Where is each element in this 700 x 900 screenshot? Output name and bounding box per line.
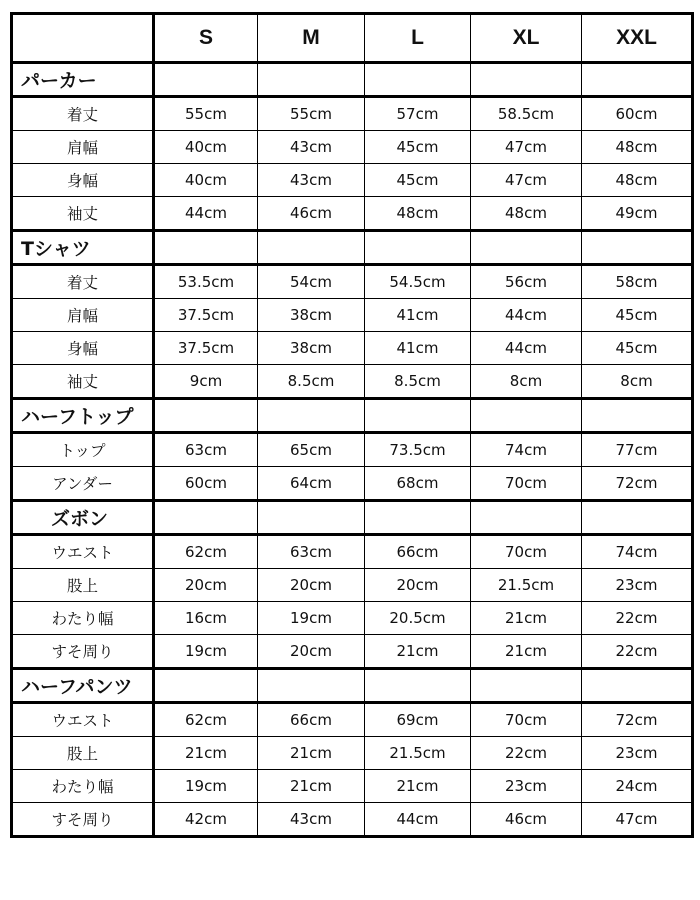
measurement-value: 21cm <box>258 770 365 803</box>
measurement-value: 23cm <box>471 770 582 803</box>
measurement-value: 22cm <box>582 602 693 635</box>
measurement-label: ウエスト <box>12 535 154 569</box>
measurement-row <box>12 703 693 737</box>
measurement-label: 肩幅 <box>12 299 154 332</box>
measurement-value: 48cm <box>582 131 693 164</box>
measurement-value: 19cm <box>154 635 258 669</box>
measurement-value: 55cm <box>258 97 365 131</box>
measurement-value: 16cm <box>154 602 258 635</box>
measurement-value: 24cm <box>582 770 693 803</box>
measurement-value: 58.5cm <box>471 97 582 131</box>
measurement-value: 58cm <box>582 265 693 299</box>
measurement-row <box>12 535 693 569</box>
size-header-m: M <box>258 14 365 63</box>
section-empty-cell <box>471 399 582 433</box>
measurement-value: 60cm <box>582 97 693 131</box>
header-corner-cell <box>12 14 154 63</box>
measurement-value: 70cm <box>471 467 582 501</box>
measurement-value: 19cm <box>154 770 258 803</box>
size-header-s: S <box>154 14 258 63</box>
section-empty-cell <box>154 231 258 265</box>
measurement-value: 21cm <box>258 737 365 770</box>
section-empty-cell <box>154 501 258 535</box>
measurement-value: 23cm <box>582 569 693 602</box>
measurement-value: 40cm <box>154 131 258 164</box>
section-empty-cell <box>365 399 471 433</box>
measurement-value: 56cm <box>471 265 582 299</box>
section-empty-cell <box>258 501 365 535</box>
measurement-label: すそ周り <box>12 803 154 837</box>
measurement-row <box>12 131 693 164</box>
measurement-value: 46cm <box>471 803 582 837</box>
measurement-value: 47cm <box>471 131 582 164</box>
measurement-value: 41cm <box>365 332 471 365</box>
section-row <box>12 63 693 97</box>
measurement-value: 44cm <box>471 332 582 365</box>
measurement-row <box>12 467 693 501</box>
measurement-value: 21.5cm <box>365 737 471 770</box>
measurement-row <box>12 635 693 669</box>
measurement-label: 袖丈 <box>12 197 154 231</box>
measurement-label: 身幅 <box>12 164 154 197</box>
measurement-value: 70cm <box>471 703 582 737</box>
measurement-value: 64cm <box>258 467 365 501</box>
measurement-row <box>12 299 693 332</box>
section-empty-cell <box>582 399 693 433</box>
section-empty-cell <box>582 63 693 97</box>
section-empty-cell <box>471 501 582 535</box>
measurement-value: 55cm <box>154 97 258 131</box>
measurement-label: 肩幅 <box>12 131 154 164</box>
measurement-value: 21cm <box>365 770 471 803</box>
measurement-value: 40cm <box>154 164 258 197</box>
measurement-row <box>12 770 693 803</box>
size-header-xxl: XXL <box>582 14 693 63</box>
size-header-xl: XL <box>471 14 582 63</box>
measurement-label: 袖丈 <box>12 365 154 399</box>
measurement-value: 20cm <box>258 635 365 669</box>
measurement-value: 20.5cm <box>365 602 471 635</box>
measurement-label: 股上 <box>12 569 154 602</box>
measurement-value: 45cm <box>582 299 693 332</box>
measurement-value: 48cm <box>471 197 582 231</box>
measurement-value: 21cm <box>365 635 471 669</box>
measurement-row <box>12 97 693 131</box>
measurement-value: 54cm <box>258 265 365 299</box>
measurement-value: 41cm <box>365 299 471 332</box>
measurement-value: 43cm <box>258 164 365 197</box>
measurement-value: 68cm <box>365 467 471 501</box>
section-empty-cell <box>365 669 471 703</box>
measurement-value: 37.5cm <box>154 299 258 332</box>
measurement-value: 74cm <box>471 433 582 467</box>
measurement-value: 66cm <box>258 703 365 737</box>
measurement-value: 53.5cm <box>154 265 258 299</box>
measurement-row <box>12 197 693 231</box>
measurement-value: 44cm <box>365 803 471 837</box>
measurement-label: すそ周り <box>12 635 154 669</box>
measurement-value: 9cm <box>154 365 258 399</box>
measurement-value: 54.5cm <box>365 265 471 299</box>
measurement-value: 73.5cm <box>365 433 471 467</box>
measurement-value: 72cm <box>582 467 693 501</box>
measurement-value: 62cm <box>154 703 258 737</box>
section-title: ハーフトップ <box>12 399 154 433</box>
size-chart-table <box>10 12 694 838</box>
measurement-value: 8cm <box>471 365 582 399</box>
measurement-label: わたり幅 <box>12 770 154 803</box>
section-empty-cell <box>258 399 365 433</box>
size-header-l: L <box>365 14 471 63</box>
measurement-value: 44cm <box>471 299 582 332</box>
section-row <box>12 501 693 535</box>
measurement-value: 69cm <box>365 703 471 737</box>
measurement-value: 21cm <box>471 635 582 669</box>
measurement-value: 63cm <box>258 535 365 569</box>
table-body <box>12 63 693 837</box>
section-title: ズボン <box>12 501 154 535</box>
measurement-row <box>12 332 693 365</box>
section-row <box>12 399 693 433</box>
section-empty-cell <box>258 669 365 703</box>
section-empty-cell <box>258 231 365 265</box>
measurement-value: 45cm <box>582 332 693 365</box>
measurement-value: 37.5cm <box>154 332 258 365</box>
measurement-value: 60cm <box>154 467 258 501</box>
measurement-value: 62cm <box>154 535 258 569</box>
measurement-label: ウエスト <box>12 703 154 737</box>
section-title: パーカー <box>12 63 154 97</box>
measurement-value: 45cm <box>365 164 471 197</box>
measurement-value: 57cm <box>365 97 471 131</box>
measurement-value: 66cm <box>365 535 471 569</box>
measurement-row <box>12 737 693 770</box>
section-empty-cell <box>471 231 582 265</box>
measurement-value: 49cm <box>582 197 693 231</box>
measurement-value: 48cm <box>365 197 471 231</box>
measurement-label: トップ <box>12 433 154 467</box>
measurement-value: 23cm <box>582 737 693 770</box>
measurement-label: 着丈 <box>12 97 154 131</box>
measurement-row <box>12 265 693 299</box>
measurement-value: 8cm <box>582 365 693 399</box>
section-empty-cell <box>471 669 582 703</box>
measurement-value: 43cm <box>258 803 365 837</box>
measurement-value: 72cm <box>582 703 693 737</box>
measurement-label: 着丈 <box>12 265 154 299</box>
measurement-value: 8.5cm <box>365 365 471 399</box>
section-empty-cell <box>154 669 258 703</box>
measurement-value: 48cm <box>582 164 693 197</box>
measurement-label: アンダー <box>12 467 154 501</box>
measurement-value: 22cm <box>582 635 693 669</box>
measurement-value: 47cm <box>582 803 693 837</box>
measurement-row <box>12 803 693 837</box>
measurement-row <box>12 602 693 635</box>
measurement-value: 77cm <box>582 433 693 467</box>
measurement-value: 43cm <box>258 131 365 164</box>
measurement-value: 70cm <box>471 535 582 569</box>
measurement-row <box>12 569 693 602</box>
measurement-label: 股上 <box>12 737 154 770</box>
measurement-row <box>12 164 693 197</box>
measurement-value: 45cm <box>365 131 471 164</box>
measurement-row <box>12 365 693 399</box>
section-empty-cell <box>582 501 693 535</box>
measurement-value: 20cm <box>154 569 258 602</box>
measurement-value: 42cm <box>154 803 258 837</box>
section-empty-cell <box>365 501 471 535</box>
measurement-value: 20cm <box>365 569 471 602</box>
measurement-value: 19cm <box>258 602 365 635</box>
section-title: Tシャツ <box>12 231 154 265</box>
measurement-value: 65cm <box>258 433 365 467</box>
measurement-label: わたり幅 <box>12 602 154 635</box>
measurement-value: 46cm <box>258 197 365 231</box>
measurement-value: 20cm <box>258 569 365 602</box>
section-empty-cell <box>582 231 693 265</box>
measurement-value: 47cm <box>471 164 582 197</box>
section-empty-cell <box>365 63 471 97</box>
measurement-value: 8.5cm <box>258 365 365 399</box>
section-empty-cell <box>154 63 258 97</box>
section-empty-cell <box>582 669 693 703</box>
measurement-value: 63cm <box>154 433 258 467</box>
section-empty-cell <box>154 399 258 433</box>
measurement-value: 21cm <box>154 737 258 770</box>
section-row <box>12 231 693 265</box>
section-empty-cell <box>258 63 365 97</box>
section-title: ハーフパンツ <box>12 669 154 703</box>
section-empty-cell <box>365 231 471 265</box>
measurement-value: 74cm <box>582 535 693 569</box>
header-row <box>12 14 693 63</box>
section-empty-cell <box>471 63 582 97</box>
measurement-value: 21.5cm <box>471 569 582 602</box>
measurement-value: 38cm <box>258 332 365 365</box>
measurement-value: 38cm <box>258 299 365 332</box>
measurement-value: 22cm <box>471 737 582 770</box>
measurement-value: 21cm <box>471 602 582 635</box>
section-row <box>12 669 693 703</box>
measurement-value: 44cm <box>154 197 258 231</box>
measurement-row <box>12 433 693 467</box>
measurement-label: 身幅 <box>12 332 154 365</box>
